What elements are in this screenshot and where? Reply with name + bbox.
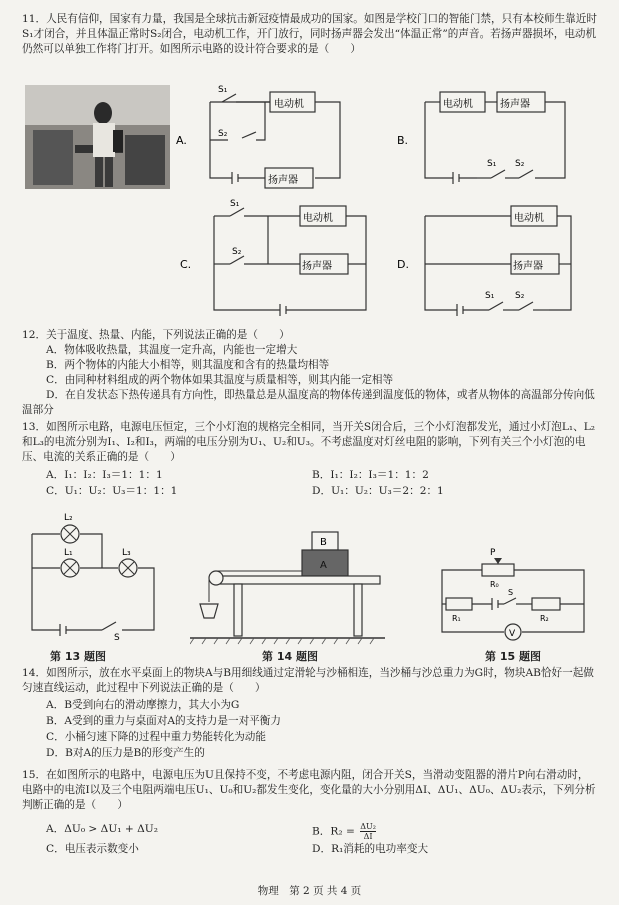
- q12-option-d: D．在自发状态下热传递具有方向性，即热量总是从温度高的物体传递到温度低的物体，或者从物体的高温部分传向低温部分: [22, 389, 595, 416]
- fig13-caption: 第 13 题图: [50, 650, 106, 663]
- svg-text:L₁: L₁: [64, 548, 73, 558]
- svg-text:B.: B.: [397, 134, 409, 147]
- fig14-apparatus: [190, 526, 385, 646]
- q13-option-b: B．I₁：I₂：I₃＝1：1：2: [312, 469, 429, 481]
- opt-a-label: A.: [176, 134, 187, 147]
- svg-text:D.: D.: [397, 258, 409, 271]
- q12-option-c: C．由同种材料组成的两个物体如果其温度与质量相等，则其内能一定相等: [46, 374, 394, 386]
- svg-text:B: B: [320, 537, 327, 548]
- q13-option-c: C．U₁：U₂：U₃＝1：1：1: [46, 485, 178, 497]
- svg-text:R₁: R₁: [452, 614, 461, 623]
- svg-text:S₁: S₁: [230, 199, 240, 209]
- q15-stem: 15．在如图所示的电路中，电源电压为U且保持不变，不考虑电源内阻，闭合开关S，当滑动变阻器的滑片P向右滑动时，电路中的电流I以及三个电阻两端电压U₁、U₀和U₂都发生变化，变化量的大小分别用ΔI、ΔU₁、ΔU₀、ΔU₂表示，下列分析判断正确的是（ ）: [22, 769, 596, 811]
- motor-label: 电动机: [274, 99, 304, 110]
- q11-circuit-d: [395, 198, 595, 320]
- q14-stem: 14．如图所示，放在水平桌面上的物块A与B用细线通过定滑轮与沙桶相连，当沙桶与沙总重力为G时，物块AB恰好一起做匀速直线运动，此过程中下列说法正确的是（ ）: [22, 667, 594, 694]
- fig13-circuit: [22, 508, 172, 643]
- q14-option-c: C．小桶匀速下降的过程中重力势能转化为动能: [46, 731, 266, 743]
- svg-text:P: P: [490, 548, 496, 558]
- fig15-caption: 第 15 题图: [485, 650, 541, 663]
- svg-text:R₀: R₀: [490, 580, 499, 589]
- svg-text:扬声器: 扬声器: [500, 99, 530, 110]
- svg-text:C.: C.: [180, 258, 192, 271]
- svg-text:扬声器: 扬声器: [513, 261, 543, 272]
- svg-text:扬声器: 扬声器: [302, 261, 332, 272]
- page-footer: 物理 第 2 页 共 4 页: [257, 885, 362, 897]
- svg-text:S₁: S₁: [487, 159, 497, 169]
- svg-text:S₁: S₁: [485, 291, 495, 301]
- q14-option-b: B．A受到的重力与桌面对A的支持力是一对平衡力: [46, 715, 281, 727]
- fig14-caption: 第 14 题图: [262, 650, 318, 663]
- svg-text:V: V: [509, 629, 516, 639]
- fig15-circuit: [432, 540, 597, 645]
- speaker-label: 扬声器: [268, 175, 298, 186]
- q13-option-d: D．U₁：U₂：U₃＝2：2：1: [312, 485, 444, 497]
- q14-option-d: D．B对A的压力是B的形变产生的: [46, 747, 205, 759]
- q11-circuit-a: [170, 80, 370, 195]
- svg-text:S: S: [508, 588, 514, 597]
- svg-text:电动机: 电动机: [303, 213, 333, 224]
- q15-option-c: C．电压表示数变小: [46, 843, 139, 855]
- q12-stem: 12．关于温度、热量、内能，下列说法正确的是（ ）: [22, 329, 290, 341]
- q15-option-a: A．ΔU₀ > ΔU₁ + ΔU₂: [46, 823, 158, 835]
- svg-text:S: S: [114, 633, 120, 643]
- svg-text:S₂: S₂: [515, 291, 525, 301]
- q12-option-b: B．两个物体的内能大小相等，则其温度和含有的热量均相等: [46, 359, 330, 371]
- svg-text:S₂: S₂: [232, 247, 242, 257]
- q11-stem: 11．人民有信仰，国家有力量，我国是全球抗击新冠疫情最成功的国家。如图是学校门口的智能门禁，只有本校师生靠近时S₁才闭合，并且体温正常时S₂闭合，电动机工作，开门放行，同时扬声器会发出“体温正常”的声音。若扬声器损坏，电动机仍然可以单独工作将门打开。如图所示电路的设计符合要求的是（ ）: [22, 13, 597, 55]
- q14-option-a: A．B受到向右的滑动摩擦力，其大小为G: [46, 699, 240, 711]
- s2-label: S₂: [218, 129, 228, 139]
- q13-stem: 13．如图所示电路，电源电压恒定，三个小灯泡的规格完全相同，当开关S闭合后，三个小灯泡都发光，通过小灯泡L₁、L₂和L₃的电流分别为I₁、I₂和I₃，两端的电压分别为U₁、U₂和U₃。不考虑温度对灯丝电阻的影响，下列有关三个小灯泡的电压、电流的关系正确的是（ ）: [22, 421, 595, 463]
- q13-option-a: A．I₁：I₂：I₃＝1：1：1: [46, 469, 163, 481]
- svg-text:A: A: [320, 560, 327, 571]
- svg-text:电动机: 电动机: [443, 99, 473, 110]
- q11-circuit-c: [178, 198, 388, 320]
- q12-option-a: A．物体吸收热量，其温度一定升高，内能也一定增大: [46, 344, 298, 356]
- gate-photo: [25, 85, 170, 189]
- svg-text:S₂: S₂: [515, 159, 525, 169]
- svg-text:L₃: L₃: [122, 548, 131, 558]
- svg-text:电动机: 电动机: [514, 213, 544, 224]
- svg-text:L₂: L₂: [64, 513, 73, 523]
- svg-text:R₂: R₂: [540, 614, 549, 623]
- s1-label: S₁: [218, 85, 228, 95]
- q15-option-d: D．R₁消耗的电功率变大: [312, 843, 429, 855]
- q15-option-b: B．R₂ = $\frac{\text{ΔU₂}}{\Delta I}$: [312, 822, 376, 841]
- q11-circuit-b: [395, 82, 595, 192]
